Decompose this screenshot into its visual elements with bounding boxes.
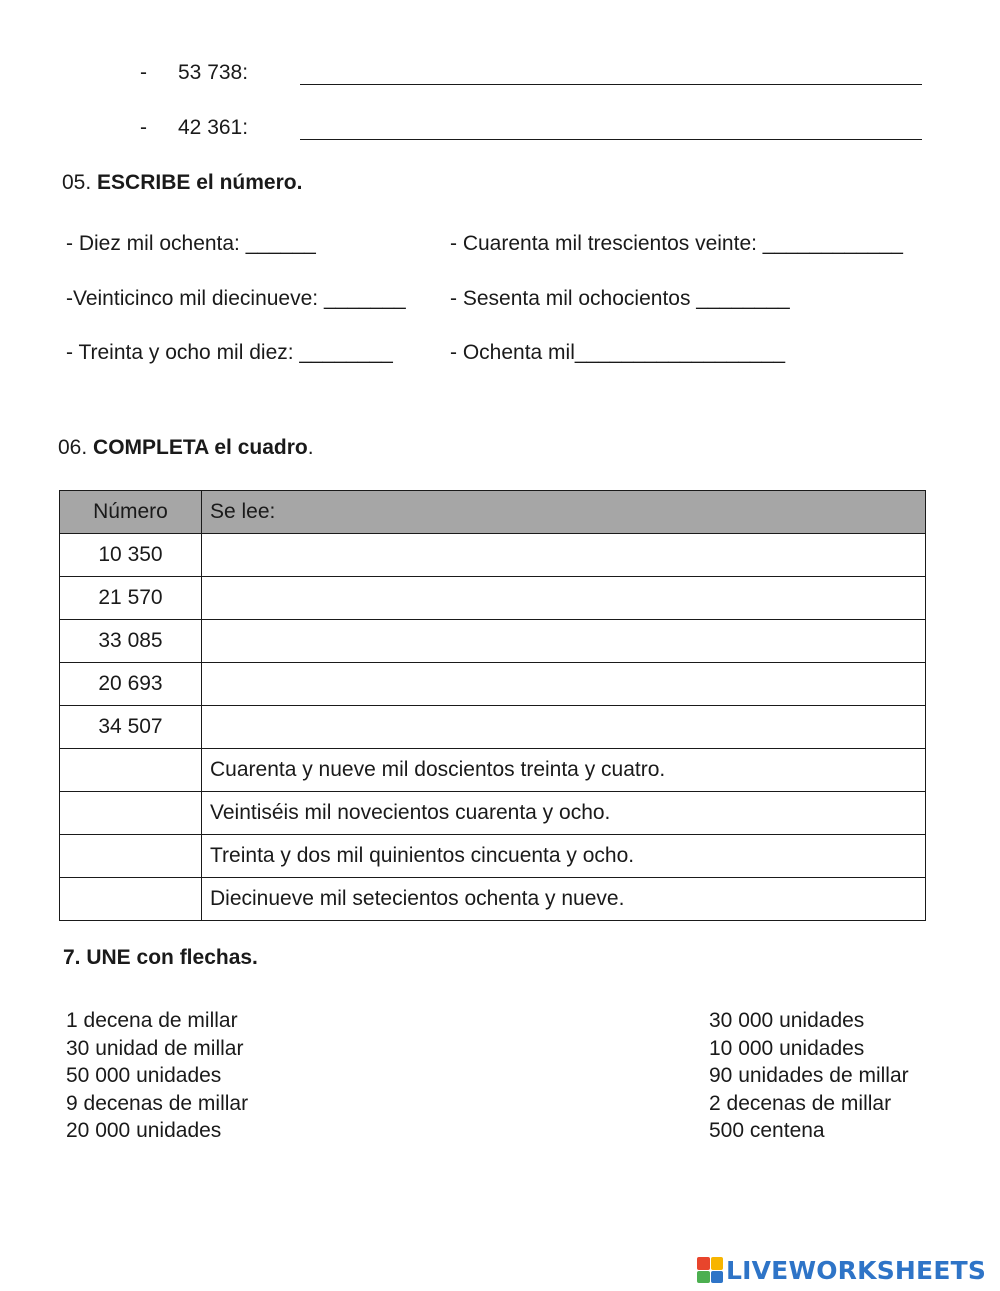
match-right-column <box>709 1007 909 1145</box>
match-item-left[interactable]: 30 unidad de millar <box>66 1036 244 1060</box>
section-07-title <box>63 946 258 970</box>
reading-cell[interactable] <box>202 577 926 620</box>
match-left-column <box>66 1007 248 1145</box>
match-item-right[interactable]: 30 000 unidades <box>709 1009 865 1032</box>
table-row <box>60 534 926 577</box>
header-se-lee: Se lee: <box>202 491 926 534</box>
table-row <box>60 663 926 706</box>
match-item-left[interactable]: 50 000 unidades <box>66 1064 222 1088</box>
table-row <box>60 749 926 792</box>
section-06-title: 06. COMPLETA el cuadro. <box>58 436 314 459</box>
reading-cell: Treinta y dos mil quinientos cincuenta y ocho. <box>202 835 926 878</box>
section-number: 06. <box>58 436 88 459</box>
reading-cell: Diecinueve mil setecientos ochenta y nueve. <box>202 878 926 921</box>
liveworksheets-brand <box>697 1254 986 1286</box>
section-heading: ESCRIBE el número. <box>97 171 303 194</box>
number-cell[interactable] <box>60 792 202 835</box>
write-item[interactable]: - Sesenta mil ochocientos ________ <box>450 287 790 310</box>
write-item[interactable]: -Veinticinco mil diecinueve: _______ <box>66 287 406 310</box>
list-dash: - <box>140 116 147 139</box>
brand-name: LIVEWORKSHEETS <box>726 1255 987 1285</box>
number-cell[interactable] <box>60 835 202 878</box>
number-cell: 10 350 <box>60 534 202 577</box>
answer-line[interactable] <box>300 119 922 140</box>
number-label: 42 361: <box>178 116 249 139</box>
match-item-left[interactable]: 9 decenas de millar <box>66 1091 249 1115</box>
number-cell: 21 570 <box>60 577 202 620</box>
match-item-right[interactable]: 10 000 unidades <box>709 1036 865 1060</box>
number-cell: 34 507 <box>60 706 202 749</box>
complete-table <box>59 490 926 921</box>
match-item-left[interactable]: 1 decena de millar <box>66 1009 238 1032</box>
write-item[interactable]: - Diez mil ochenta: ______ <box>66 232 316 255</box>
liveworksheets-logo-icon <box>697 1257 723 1283</box>
reading-cell[interactable] <box>202 663 926 706</box>
section-number: 05. <box>62 171 92 194</box>
write-item[interactable]: - Cuarenta mil trescientos veinte: ____________ <box>450 232 903 255</box>
header-numero: Número <box>60 491 202 534</box>
table-row <box>60 577 926 620</box>
reading-cell[interactable] <box>202 706 926 749</box>
number-cell: 20 693 <box>60 663 202 706</box>
table-row <box>60 792 926 835</box>
reading-cell: Cuarenta y nueve mil doscientos treinta y cuatro. <box>202 749 926 792</box>
reading-cell: Veintiséis mil novecientos cuarenta y ocho. <box>202 792 926 835</box>
table-row <box>60 620 926 663</box>
number-cell[interactable] <box>60 878 202 921</box>
number-cell: 33 085 <box>60 620 202 663</box>
write-item[interactable]: - Treinta y ocho mil diez: ________ <box>66 341 393 364</box>
number-label: 53 738: <box>178 61 249 84</box>
match-item-right[interactable]: 2 decenas de millar <box>709 1091 892 1115</box>
match-item-right[interactable]: 500 centena <box>709 1119 825 1143</box>
table-row <box>60 835 926 878</box>
table-row <box>60 706 926 749</box>
write-item[interactable]: - Ochenta mil__________________ <box>450 341 786 364</box>
section-05-title <box>62 171 302 195</box>
answer-line[interactable] <box>300 64 922 85</box>
reading-cell[interactable] <box>202 534 926 577</box>
reading-cell[interactable] <box>202 620 926 663</box>
section-heading: 7. UNE con flechas. <box>63 946 258 969</box>
section-heading: COMPLETA el cuadro <box>93 436 308 459</box>
table-row <box>60 878 926 921</box>
match-item-right[interactable]: 90 unidades de millar <box>709 1064 909 1088</box>
list-dash: - <box>140 61 147 84</box>
table-header-row <box>60 491 926 534</box>
number-cell[interactable] <box>60 749 202 792</box>
match-item-left[interactable]: 20 000 unidades <box>66 1119 222 1143</box>
